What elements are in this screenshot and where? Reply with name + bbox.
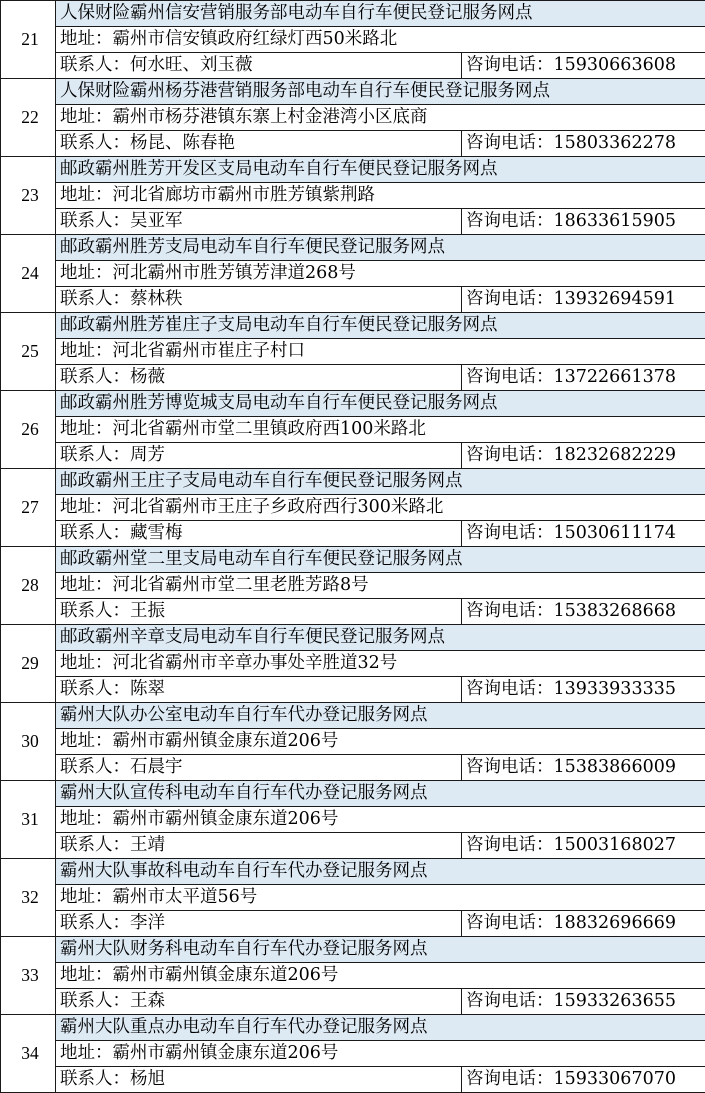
contact-value: 王振 [130, 601, 165, 621]
row-index: 32 [1, 859, 56, 937]
outlet-phone [462, 677, 705, 703]
outlet-name-row [1, 1, 705, 27]
outlet-phone [462, 287, 705, 313]
outlet-name: 邮政霸州胜芳开发区支局电动车自行车便民登记服务网点 [56, 157, 705, 183]
outlet-address [56, 105, 705, 131]
phone-label: 咨询电话： [466, 289, 554, 309]
phone-value: 15383866009 [554, 757, 676, 777]
contact-value: 陈翠 [130, 679, 165, 699]
outlet-contact-row [1, 989, 705, 1015]
phone-value: 13722661378 [554, 367, 676, 387]
contact-label: 联系人： [60, 367, 130, 387]
phone-label: 咨询电话： [466, 757, 554, 777]
contact-value: 杨昆、陈春艳 [130, 133, 235, 153]
outlet-contact-row [1, 521, 705, 547]
contact-label: 联系人： [60, 835, 130, 855]
contact-value: 杨薇 [130, 367, 165, 387]
contact-value: 李洋 [130, 913, 165, 933]
outlet-contact [56, 131, 462, 157]
outlet-contact-row [1, 287, 705, 313]
outlet-contact [56, 911, 462, 937]
outlet-address [56, 651, 705, 677]
contact-value: 吴亚军 [130, 211, 183, 231]
outlet-contact-row [1, 599, 705, 625]
row-index: 22 [1, 79, 56, 157]
outlet-name: 霸州大队办公室电动车自行车代办登记服务网点 [56, 703, 705, 729]
phone-label: 咨询电话： [466, 913, 554, 933]
outlet-name-row [1, 547, 705, 573]
outlet-address-row [1, 339, 705, 365]
outlet-address [56, 729, 705, 755]
address-label: 地址： [60, 419, 113, 439]
outlet-phone [462, 833, 705, 859]
outlet-contact [56, 1067, 462, 1093]
phone-label: 咨询电话： [466, 133, 554, 153]
outlet-contact-row [1, 209, 705, 235]
address-label: 地址： [60, 653, 113, 673]
phone-value: 15383268668 [554, 601, 676, 621]
phone-value: 15933263655 [554, 991, 676, 1011]
contact-label: 联系人： [60, 523, 130, 543]
phone-value: 15930663608 [554, 55, 676, 75]
outlet-phone [462, 131, 705, 157]
row-index: 21 [1, 1, 56, 79]
row-index: 25 [1, 313, 56, 391]
phone-label: 咨询电话： [466, 835, 554, 855]
outlet-address [56, 573, 705, 599]
phone-value: 15803362278 [554, 133, 676, 153]
outlet-address-row [1, 27, 705, 53]
outlet-contact [56, 833, 462, 859]
outlet-contact-row [1, 365, 705, 391]
outlet-phone [462, 521, 705, 547]
outlet-contact [56, 209, 462, 235]
phone-label: 咨询电话： [466, 991, 554, 1011]
outlet-contact [56, 989, 462, 1015]
outlet-contact-row [1, 911, 705, 937]
contact-label: 联系人： [60, 55, 130, 75]
outlet-address-row [1, 105, 705, 131]
phone-value: 18832696669 [554, 913, 676, 933]
outlet-contact [56, 677, 462, 703]
outlet-address [56, 807, 705, 833]
outlet-contact [56, 755, 462, 781]
outlet-name: 邮政霸州胜芳支局电动车自行车便民登记服务网点 [56, 235, 705, 261]
outlet-name-row [1, 157, 705, 183]
address-value: 河北省霸州市堂二里镇政府西100米路北 [113, 419, 426, 439]
outlet-address [56, 339, 705, 365]
phone-label: 咨询电话： [466, 55, 554, 75]
contact-value: 藏雪梅 [130, 523, 183, 543]
address-label: 地址： [60, 809, 113, 829]
outlet-name: 霸州大队重点办电动车自行车代办登记服务网点 [56, 1015, 705, 1041]
phone-value: 13933933335 [554, 679, 676, 699]
address-label: 地址： [60, 341, 113, 361]
outlet-name: 邮政霸州辛章支局电动车自行车便民登记服务网点 [56, 625, 705, 651]
contact-label: 联系人： [60, 679, 130, 699]
address-value: 霸州市霸州镇金康东道206号 [113, 731, 339, 751]
outlet-address-row [1, 261, 705, 287]
phone-label: 咨询电话： [466, 445, 554, 465]
outlet-name: 霸州大队宣传科电动车自行车代办登记服务网点 [56, 781, 705, 807]
outlet-name-row [1, 859, 705, 885]
phone-label: 咨询电话： [466, 601, 554, 621]
outlet-address-row [1, 963, 705, 989]
outlet-address [56, 1041, 705, 1067]
row-index: 34 [1, 1015, 56, 1093]
outlet-contact-row [1, 53, 705, 79]
outlet-contact-row [1, 833, 705, 859]
outlet-address [56, 183, 705, 209]
outlet-contact-row [1, 443, 705, 469]
phone-value: 15933067070 [554, 1069, 676, 1089]
phone-value: 15003168027 [554, 835, 676, 855]
outlet-name-row [1, 625, 705, 651]
outlet-contact-row [1, 755, 705, 781]
outlet-address [56, 885, 705, 911]
outlet-address [56, 417, 705, 443]
outlet-address-row [1, 495, 705, 521]
row-index: 33 [1, 937, 56, 1015]
outlet-address-row [1, 1041, 705, 1067]
outlet-name-row [1, 391, 705, 417]
address-value: 河北霸州市胜芳镇芳津道268号 [113, 263, 356, 283]
address-label: 地址： [60, 497, 113, 517]
table-body [1, 1, 705, 1093]
contact-label: 联系人： [60, 913, 130, 933]
outlet-phone [462, 1067, 705, 1093]
outlet-name-row [1, 937, 705, 963]
row-index: 29 [1, 625, 56, 703]
outlet-name: 人保财险霸州杨芬港营销服务部电动车自行车便民登记服务网点 [56, 79, 705, 105]
contact-label: 联系人： [60, 991, 130, 1011]
address-value: 霸州市霸州镇金康东道206号 [113, 1043, 339, 1063]
phone-label: 咨询电话： [466, 679, 554, 699]
outlet-address-row [1, 651, 705, 677]
contact-label: 联系人： [60, 601, 130, 621]
contact-value: 周芳 [130, 445, 165, 465]
address-label: 地址： [60, 887, 113, 907]
contact-label: 联系人： [60, 133, 130, 153]
contact-value: 蔡林秩 [130, 289, 183, 309]
outlet-name-row [1, 703, 705, 729]
phone-value: 18633615905 [554, 211, 676, 231]
contact-value: 王靖 [130, 835, 165, 855]
outlet-contact [56, 599, 462, 625]
contact-value: 石晨宇 [130, 757, 183, 777]
outlet-address [56, 27, 705, 53]
address-label: 地址： [60, 965, 113, 985]
outlet-phone [462, 443, 705, 469]
outlet-name-row [1, 235, 705, 261]
address-value: 河北省廊坊市霸州市胜芳镇紫荆路 [113, 185, 376, 205]
address-label: 地址： [60, 185, 113, 205]
outlet-name: 邮政霸州堂二里支局电动车自行车便民登记服务网点 [56, 547, 705, 573]
outlet-phone [462, 365, 705, 391]
outlet-contact [56, 521, 462, 547]
address-value: 河北省霸州市堂二里老胜芳路8号 [113, 575, 369, 595]
outlet-contact [56, 365, 462, 391]
outlet-phone [462, 755, 705, 781]
outlet-name-row [1, 781, 705, 807]
address-label: 地址： [60, 731, 113, 751]
outlet-address-row [1, 807, 705, 833]
row-index: 31 [1, 781, 56, 859]
contact-value: 杨旭 [130, 1069, 165, 1089]
outlet-name-row [1, 79, 705, 105]
address-label: 地址： [60, 107, 113, 127]
address-value: 霸州市太平道56号 [113, 887, 258, 907]
outlet-address [56, 963, 705, 989]
address-value: 河北省霸州市王庄子乡政府西行300米路北 [113, 497, 444, 517]
outlet-name: 邮政霸州胜芳崔庄子支局电动车自行车便民登记服务网点 [56, 313, 705, 339]
contact-value: 王森 [130, 991, 165, 1011]
outlet-name-row [1, 469, 705, 495]
outlet-address-row [1, 729, 705, 755]
outlet-contact-row [1, 1067, 705, 1093]
outlet-name: 人保财险霸州信安营销服务部电动车自行车便民登记服务网点 [56, 1, 705, 27]
outlet-address-row [1, 417, 705, 443]
address-label: 地址： [60, 29, 113, 49]
outlet-address [56, 261, 705, 287]
contact-value: 何水旺、刘玉薇 [130, 55, 253, 75]
address-value: 霸州市杨芬港镇东寨上村金港湾小区底商 [113, 107, 428, 127]
phone-label: 咨询电话： [466, 523, 554, 543]
outlet-name-row [1, 1015, 705, 1041]
outlet-contact [56, 287, 462, 313]
outlet-phone [462, 53, 705, 79]
outlet-phone [462, 599, 705, 625]
outlet-address-row [1, 183, 705, 209]
row-index: 26 [1, 391, 56, 469]
outlet-phone [462, 209, 705, 235]
address-label: 地址： [60, 1043, 113, 1063]
row-index: 30 [1, 703, 56, 781]
outlet-phone [462, 911, 705, 937]
row-index: 27 [1, 469, 56, 547]
outlet-name-row [1, 313, 705, 339]
outlet-name: 邮政霸州胜芳博览城支局电动车自行车便民登记服务网点 [56, 391, 705, 417]
phone-label: 咨询电话： [466, 1069, 554, 1089]
outlet-address-row [1, 573, 705, 599]
contact-label: 联系人： [60, 757, 130, 777]
contact-label: 联系人： [60, 289, 130, 309]
outlet-phone [462, 989, 705, 1015]
address-label: 地址： [60, 575, 113, 595]
address-label: 地址： [60, 263, 113, 283]
address-value: 河北省霸州市崔庄子村口 [113, 341, 306, 361]
phone-value: 18232682229 [554, 445, 676, 465]
outlet-contact-row [1, 677, 705, 703]
address-value: 霸州市霸州镇金康东道206号 [113, 809, 339, 829]
address-value: 河北省霸州市辛章办事处辛胜道32号 [113, 653, 398, 673]
phone-value: 13932694591 [554, 289, 676, 309]
row-index: 24 [1, 235, 56, 313]
outlet-name: 邮政霸州王庄子支局电动车自行车便民登记服务网点 [56, 469, 705, 495]
outlet-contact-row [1, 131, 705, 157]
phone-label: 咨询电话： [466, 367, 554, 387]
outlet-address [56, 495, 705, 521]
contact-label: 联系人： [60, 211, 130, 231]
address-value: 霸州市霸州镇金康东道206号 [113, 965, 339, 985]
row-index: 28 [1, 547, 56, 625]
outlet-contact [56, 53, 462, 79]
outlet-name: 霸州大队事故科电动车自行车代办登记服务网点 [56, 859, 705, 885]
phone-value: 15030611174 [554, 523, 676, 543]
address-value: 霸州市信安镇政府红绿灯西50米路北 [113, 29, 398, 49]
phone-label: 咨询电话： [466, 211, 554, 231]
outlet-address-row [1, 885, 705, 911]
contact-label: 联系人： [60, 445, 130, 465]
outlet-contact [56, 443, 462, 469]
contact-label: 联系人： [60, 1069, 130, 1089]
row-index: 23 [1, 157, 56, 235]
outlet-name: 霸州大队财务科电动车自行车代办登记服务网点 [56, 937, 705, 963]
